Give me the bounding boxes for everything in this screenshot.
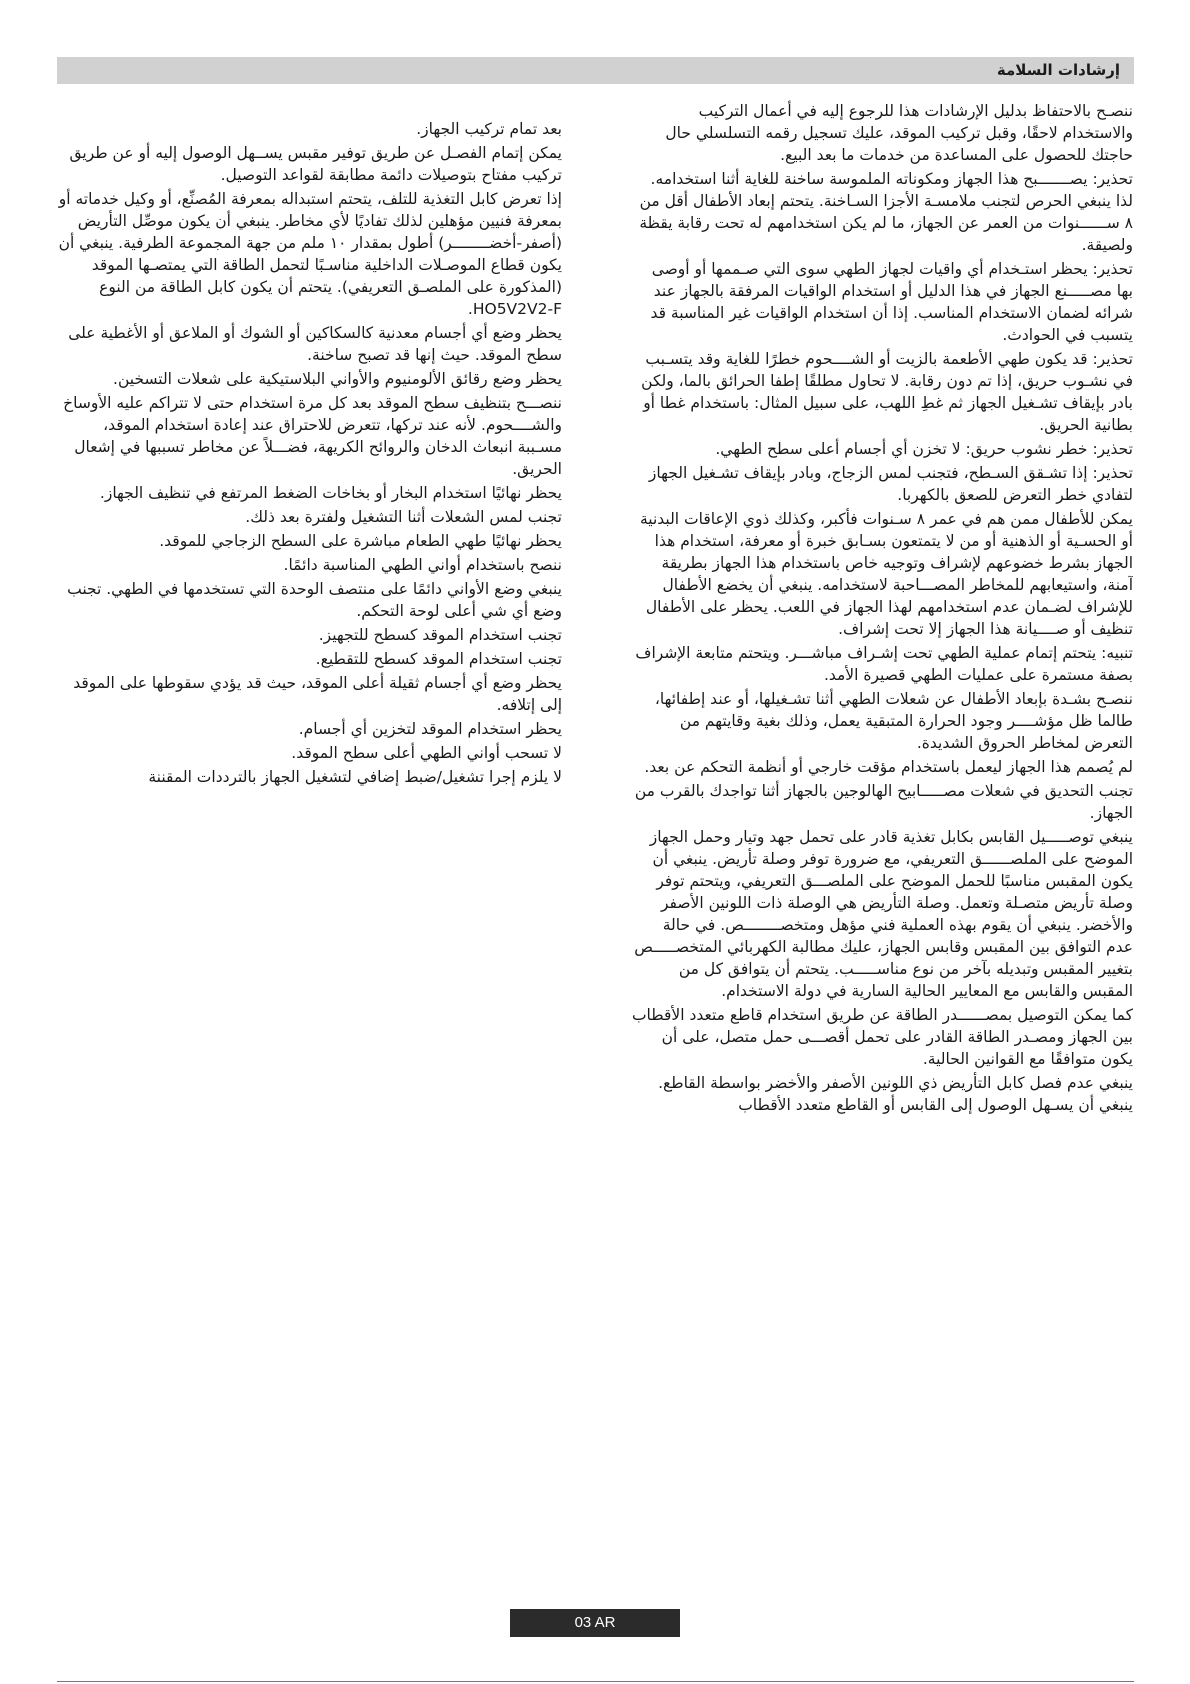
left-text-column	[57, 118, 562, 1048]
paragraph: تجنب لمس الشعلات أثنا التشغيل ولفترة بعد ذلك.	[245, 508, 562, 526]
paragraph: يحظر وضع أي أجسام معدنية كالسكاكين أو الشوك أو الملاعق أو الأغطية على سطح الموقد. حيث إنها قد تصبح ساخنة.	[68, 324, 562, 364]
right-text-column	[631, 100, 1133, 1570]
paragraph: تجنب التحديق في شعلات مصـــــابيح الهالوجين بالجهاز أثنا تواجدك بالقرب من الجهاز.	[634, 782, 1133, 822]
paragraph: تجنب استخدام الموقد كسطح للتجهيز.	[318, 626, 562, 644]
paragraph: إذا تعرض كابل التغذية للتلف، يتحتم استبداله بمعرفة المُصنِّع، أو وكيل خدماته أو بمعرفة فنيين مؤهلين لذلك تفاديًا لأي مخاطر. ينبغي أن يكون موصِّل التأريض (أصفر-أخضــــــــر) أطول بمقدار ١٠ ملم من جهة المجموعة الطرفية. ينبغي أن يكون قطاع الموصـلات الداخلية مناسـبًا لتحمل الطاقة التي يمتصـها الموقد (المذكورة على الملصـق التعريفي). يتحتم أن يكون كابل الطاقة من النوع HO5V2V2-F.	[58, 190, 562, 318]
paragraph: لم يُصمم هذا الجهاز ليعمل باستخدام مؤقت خارجي أو أنظمة التحكم عن بعد.	[644, 758, 1133, 776]
paragraph: ننصح باستخدام أواني الطهي المناسبة دائمًا.	[283, 556, 562, 574]
paragraph: ننصـح بشـدة بإبعاد الأطفال عن شعلات الطهي أثنا تشـغيلها، أو عند إطفائها، طالما ظل مؤشــــر وجود الحرارة المتبقية يعمل، وذلك بغية وقايتهم من التعرض لمخاطر الحروق الشديدة.	[654, 690, 1133, 752]
paragraph: تنبيه: يتحتم إتمام عملية الطهي تحت إشـراف مباشـــر. ويتحتم متابعة الإشراف بصفة مستمرة على عمليات الطهي قصيرة الأمد.	[635, 644, 1133, 684]
paragraph: يحظر وضع رقائق الألومنيوم والأواني البلاستيكية على شعلات التسخين.	[113, 370, 562, 388]
paragraph: كما يمكن التوصيل بمصــــــدر الطاقة عن طريق استخدام قاطع متعدد الأقطاب بين الجهاز ومصـدر الطاقة القادر على تحمل أقصـــى حمل متصل، على أن يكون متوافقًا مع القوانين الحالية.	[631, 1006, 1133, 1068]
paragraph: ينبغي توصـــــيل القابس بكابل تغذية قادر على تحمل جهد وتيار وحمل الجهاز الموضح على الملصــــــق التعريفي، مع ضرورة توفر وصلة تأريض. ينبغي أن يكون المقبس مناسبًا للحمل الموضح على الملصـــق التعريفي، ويتحتم توفر وصلة تأريض متصـلة وتعمل. وصلة التأريض هي الوصلة ذات اللونين الأصفر والأخضر. ينبغي أن يقوم بهذه العملية فني مؤهل ومتخصــــــــص. في حالة عدم التوافق بين المقبس وقابس الجهاز، عليك مطالبة الكهربائي المتخصـــــص بتغيير المقبس وتبديله بآخر من نوع مناســـــب. يتحتم أن يتوافق كل من المقبس والقابس مع المعايير الحالية السارية في دولة الاستخدام.	[634, 828, 1133, 1000]
paragraph: تجنب استخدام الموقد كسطح للتقطيع.	[315, 650, 562, 668]
paragraph: ينبغي عدم فصل كابل التأريض ذي اللونين الأصفر والأخضر بواسطة القاطع. ينبغي أن يسـهل الوصول إلى القابس أو القاطع متعدد الأقطاب	[658, 1074, 1133, 1114]
page-number-badge: 03 AR	[510, 1609, 680, 1637]
paragraph: لا يلزم إجرا تشغيل/ضبط إضافي لتشغيل الجهاز بالترددات المقننة	[148, 768, 562, 786]
paragraph: تحذير: قد يكون طهي الأطعمة بالزيت أو الشــــحوم خطرًا للغاية وقد يتسـبب في نشـوب حريق، إذا تم دون رقابة. لا تحاول مطلقًا إطفا الحرائق بالما، ولكن بادر بإيقاف تشـغيل الجهاز ثم غطِ اللهب، على سبيل المثال: باستخدام غطا أو بطانية الحريق.	[641, 350, 1133, 434]
paragraph: ينبغي وضع الأواني دائمًا على منتصف الوحدة التي تستخدمها في الطهي. تجنب وضع أي شي أعلى لوحة التحكم.	[67, 580, 562, 620]
paragraph: تحذير: إذا تشـقق السـطح، فتجنب لمس الزجاج، وبادر بإيقاف تشـغيل الجهاز لتفادي خطر التعرض للصعق بالكهربا.	[648, 464, 1133, 504]
paragraph: بعد تمام تركيب الجهاز.	[416, 120, 562, 138]
paragraph: ننصـــح بتنظيف سطح الموقد بعد كل مرة استخدام حتى لا تتراكم عليه الأوساخ والشــــحوم. لأنه عند تركها، تتعرض للاحتراق عند إعادة استخدام الموقد، مسـببة انبعاث الدخان والروائح الكريهة، فضـــلاً عن مخاطر تسببها في إشعال الحريق.	[63, 394, 562, 478]
section-title: إرشادات السلامة	[996, 61, 1120, 79]
paragraph: تحذير: خطر نشوب حريق: لا تخزن أي أجسام أعلى سطح الطهي.	[715, 440, 1133, 458]
paragraph: ننصـح بالاحتفاظ بدليل الإرشادات هذا للرجوع إليه في أعمال التركيب والاستخدام لاحقًا، وقبل تركيب الموقد، عليك تسجيل رقمه التسلسلي حال حاجتك للحصول على المساعدة من خدمات ما بعد البيع.	[665, 102, 1133, 164]
paragraph: يمكن للأطفال ممن هم في عمر ٨ سـنوات فأكبر، وكذلك ذوي الإعاقات البدنية أو الحسـية أو الذهنية أو من لا يتمتعون بسـابق خبرة أو معرفة، استخدام هذا الجهاز بشرط خضوعهم لإشراف وتوجيه خاص باستخدام هذا الجهاز بطريقة آمنة، واستيعابهم للمخاطر المصـــاحبة لاستخدامه. ينبغي أن يخضع الأطفال للإشراف لضـمان عدم استخدامهم لهذا الجهاز في اللعب. يحظر على الأطفال تنظيف أو صــــيانة هذا الجهاز إلا تحت إشراف.	[639, 510, 1133, 638]
paragraph: يحظر وضع أي أجسام ثقيلة أعلى الموقد، حيث قد يؤدي سقوطها على الموقد إلى إتلافه.	[73, 674, 562, 714]
paragraph: تحذير: يحظر استـخدام أي واقيات لجهاز الطهي سوى التي صـممها أو أوصى بها مصـــــنع الجهاز في هذا الدليل أو استخدام الواقيات المرفقة بالجهاز عند شرائه لضمان الاستخدام المناسب. إذا أن استخدام الواقيات غير المناسبة قد يتسبب في الحوادث.	[650, 260, 1133, 344]
paragraph: يمكن إتمام الفصـل عن طريق توفير مقبس يســهل الوصول إليه أو عن طريق تركيب مفتاح بتوصيلات دائمة مطابقة لقواعد التوصيل.	[69, 144, 562, 184]
footer-divider	[57, 1681, 1134, 1682]
paragraph: تحذير: يصـــــــبح هذا الجهاز ومكوناته الملموسة ساخنة للغاية أثنا استخدامه. لذا ينبغي الحرص لتجنب ملامسـة الأجزا السـاخنة. يتحتم إبعاد الأطفال أقل من ٨ ســــــنوات من العمر عن الجهاز، ما لم يكن استخدامهم له تحت رقابة يقظة ولصيقة.	[639, 170, 1133, 254]
paragraph: يحظر نهائيًا طهي الطعام مباشرة على السطح الزجاجي للموقد.	[159, 532, 562, 550]
paragraph: يحظر نهائيًا استخدام البخار أو بخاخات الضغط المرتفع في تنظيف الجهاز.	[99, 484, 562, 502]
section-header-bar	[57, 57, 1134, 84]
paragraph: يحظر استخدام الموقد لتخزين أي أجسام.	[298, 720, 562, 738]
paragraph: لا تسحب أواني الطهي أعلى سطح الموقد.	[291, 744, 562, 762]
